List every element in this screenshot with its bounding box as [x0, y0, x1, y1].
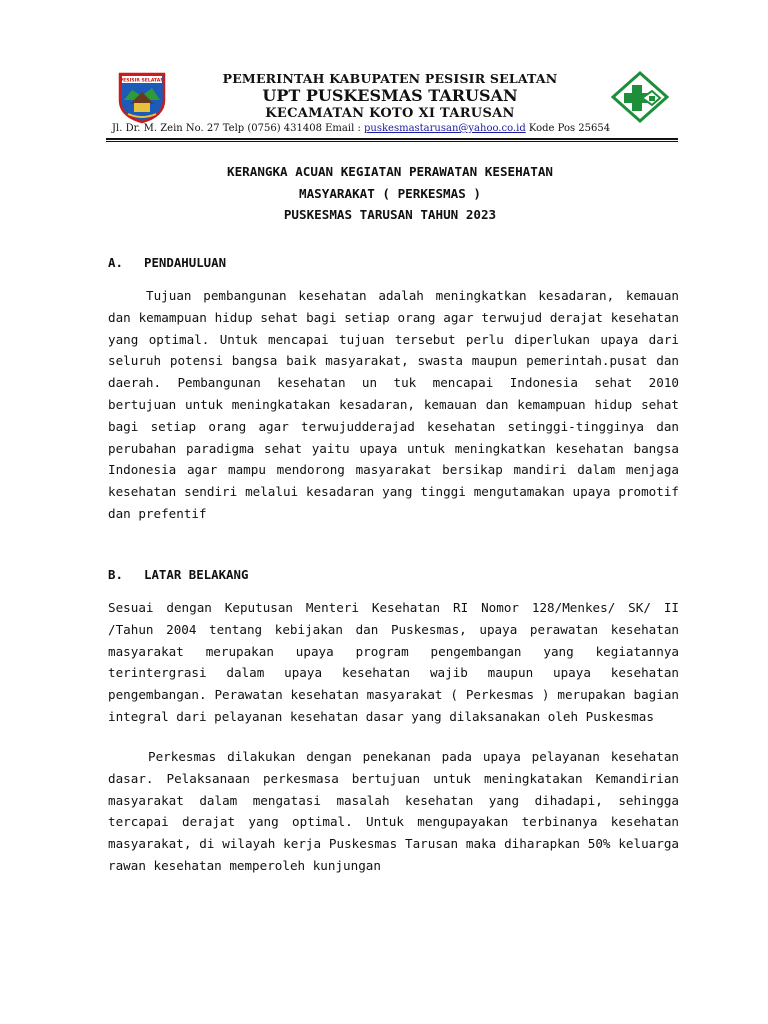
section-a-paragraph: Tujuan pembangunan kesehatan adalah meningkatkan kesadaran, kemauan dan kemampuan hidup sehat bagi setiap orang agar terwujud derajat kesehatan yang optimal. Untuk mencapai tujuan tersebut perlu diperlukan upaya dari seluruh potensi bangsa baik masyarakat, swasta maupun pemerintah.pusat dan daerah. Pembangunan kesehatan un tuk mencapai Indonesia sehat 2010 bertujuan untuk meningkatakan kesadaran, kemauan dan kemampuan hidup sehat bagi setiap orang agar terwujudderajad kesehatan setinggi-tingginya dan perubahan paradigma sehat yaitu upaya untuk meningkatkan kesehatan bangsa Indonesia agar mampu mendorong masyarakat bersikap mandiri dalam menjaga kesehatan sendiri melalui kesadaran yang tinggi mengutamakan upaya promotif dan prefentif — [108, 288, 679, 521]
section-b-heading — [108, 567, 248, 582]
document-title-line-1: KERANGKA ACUAN KEGIATAN PERAWATAN KESEHATAN — [226, 164, 554, 179]
document-title-line-3: PUSKESMAS TARUSAN TAHUN 2023 — [283, 207, 497, 222]
postal-code-text: Kode Pos 25654 — [525, 123, 611, 134]
section-b-paragraph-1: Sesuai dengan Keputusan Menteri Kesehatan RI Nomor 128/Menkes/ SK/ II /Tahun 2004 tentang kebijakan dan Puskesmas, upaya perawatan kesehatan masyarakat merupakan upaya program pengembangan yang kegiatannya terintergrasi dalam upaya kesehatan wajib maupun upaya kesehatan pengembangan. Perawatan kesehatan masyarakat ( Perkesmas ) merupakan bagian integral dari pelayanan kesehatan dasar yang dilaksanakan oleh Puskesmas — [108, 600, 679, 724]
document-title-line-2: MASYARAKAT ( PERKESMAS ) — [299, 186, 481, 201]
puskesmas-logo — [611, 71, 669, 123]
section-b-title: LATAR BELAKANG — [144, 567, 249, 582]
section-b-paragraph-2: Perkesmas dilakukan dengan penekanan pada upaya pelayanan kesehatan dasar. Pelaksanaan perkesmasa bertujuan untuk meningkatakan Kemandirian masyarakat dalam mengatasi masalah kesehatan yang dihadapi, sehingga tercapai derajat yang optimal. Untuk mengupayakan terbinanya kesehatan masyarakat, di wilayah kerja Puskesmas Tarusan maka diharapkan 50% keluarga rawan kesehatan memperoleh kunjungan — [108, 749, 679, 873]
email-link[interactable]: puskesmastarusan@yahoo.co.id — [364, 123, 526, 134]
letterhead-institution: UPT PUSKESMAS TARUSAN — [262, 86, 518, 105]
address-text: Jl. Dr. M. Zein No. 27 Telp (0756) 431408 Email : — [112, 123, 364, 134]
letterhead-district: KECAMATAN KOTO XI TARUSAN — [265, 106, 515, 121]
section-a-title: PENDAHULUAN — [144, 255, 227, 270]
section-a-heading — [108, 255, 226, 270]
letterhead-divider-thick — [106, 138, 678, 140]
letterhead-divider-thin — [106, 141, 678, 142]
letterhead-government: PEMERINTAH KABUPATEN PESISIR SELATAN — [222, 71, 558, 86]
section-b-letter: B. — [108, 567, 123, 582]
emblem-text: PESISIR SELATAN — [119, 78, 165, 84]
letterhead-address — [112, 123, 672, 134]
section-a-letter: A. — [108, 255, 123, 270]
